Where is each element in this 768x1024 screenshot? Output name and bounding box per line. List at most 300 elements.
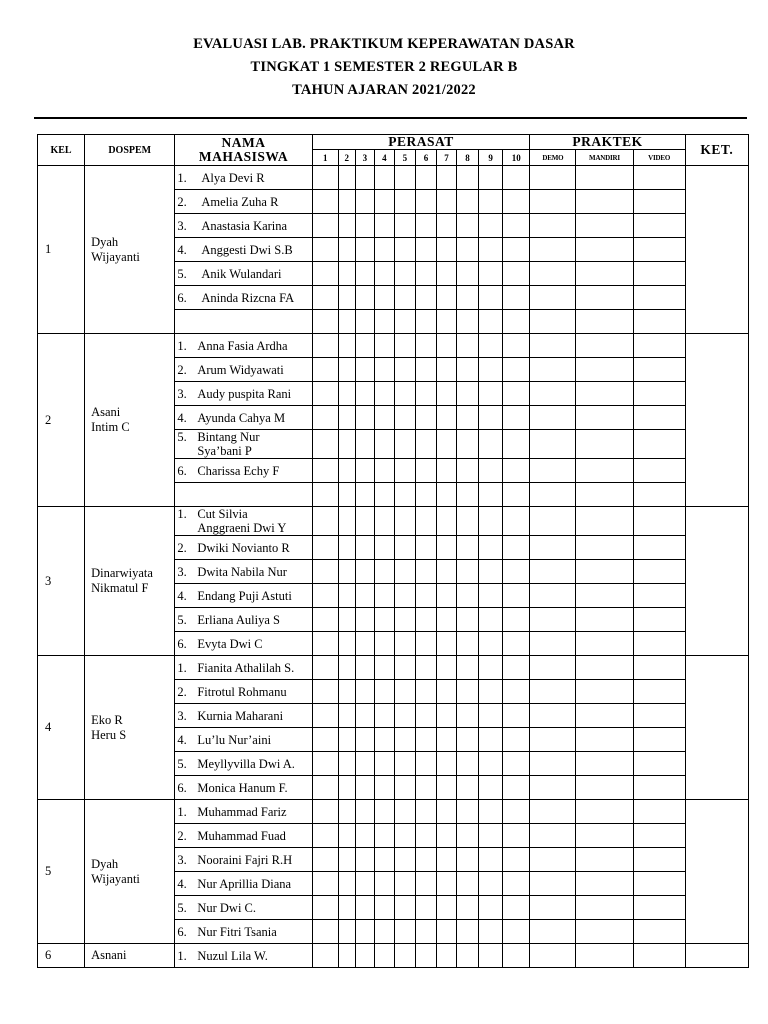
perasat-score-cell[interactable]: [338, 944, 355, 968]
perasat-score-cell[interactable]: [374, 728, 394, 752]
perasat-score-cell[interactable]: [457, 944, 479, 968]
perasat-score-cell[interactable]: [415, 382, 436, 406]
perasat-score-cell[interactable]: [415, 584, 436, 608]
perasat-score-cell[interactable]: [457, 430, 479, 459]
perasat-score-cell[interactable]: [415, 920, 436, 944]
praktek-score-cell[interactable]: [530, 656, 576, 680]
perasat-score-cell[interactable]: [355, 752, 374, 776]
praktek-score-cell[interactable]: [633, 560, 685, 584]
praktek-score-cell[interactable]: [633, 262, 685, 286]
perasat-score-cell[interactable]: [415, 214, 436, 238]
perasat-score-cell[interactable]: [355, 584, 374, 608]
praktek-score-cell[interactable]: [633, 728, 685, 752]
perasat-score-cell[interactable]: [338, 536, 355, 560]
perasat-score-cell[interactable]: [312, 728, 338, 752]
praktek-score-cell[interactable]: [576, 262, 633, 286]
perasat-score-cell[interactable]: [355, 848, 374, 872]
perasat-score-cell[interactable]: [394, 632, 415, 656]
perasat-score-cell[interactable]: [479, 166, 503, 190]
perasat-score-cell[interactable]: [312, 483, 338, 507]
perasat-score-cell[interactable]: [415, 776, 436, 800]
praktek-score-cell[interactable]: [576, 190, 633, 214]
praktek-score-cell[interactable]: [576, 704, 633, 728]
perasat-score-cell[interactable]: [503, 382, 530, 406]
perasat-score-cell[interactable]: [374, 483, 394, 507]
perasat-score-cell[interactable]: [338, 920, 355, 944]
perasat-score-cell[interactable]: [312, 608, 338, 632]
perasat-score-cell[interactable]: [312, 334, 338, 358]
perasat-score-cell[interactable]: [338, 896, 355, 920]
praktek-score-cell[interactable]: [633, 334, 685, 358]
perasat-score-cell[interactable]: [415, 310, 436, 334]
perasat-score-cell[interactable]: [479, 776, 503, 800]
perasat-score-cell[interactable]: [436, 536, 456, 560]
perasat-score-cell[interactable]: [457, 190, 479, 214]
perasat-score-cell[interactable]: [394, 680, 415, 704]
perasat-score-cell[interactable]: [394, 382, 415, 406]
praktek-score-cell[interactable]: [576, 920, 633, 944]
perasat-score-cell[interactable]: [479, 286, 503, 310]
perasat-score-cell[interactable]: [374, 214, 394, 238]
perasat-score-cell[interactable]: [436, 848, 456, 872]
perasat-score-cell[interactable]: [479, 483, 503, 507]
perasat-score-cell[interactable]: [312, 560, 338, 584]
praktek-score-cell[interactable]: [633, 776, 685, 800]
perasat-score-cell[interactable]: [338, 872, 355, 896]
praktek-score-cell[interactable]: [633, 406, 685, 430]
perasat-score-cell[interactable]: [503, 406, 530, 430]
perasat-score-cell[interactable]: [415, 166, 436, 190]
perasat-score-cell[interactable]: [436, 872, 456, 896]
perasat-score-cell[interactable]: [503, 704, 530, 728]
perasat-score-cell[interactable]: [479, 584, 503, 608]
praktek-score-cell[interactable]: [530, 944, 576, 968]
praktek-score-cell[interactable]: [633, 680, 685, 704]
perasat-score-cell[interactable]: [415, 824, 436, 848]
perasat-score-cell[interactable]: [394, 536, 415, 560]
perasat-score-cell[interactable]: [436, 752, 456, 776]
perasat-score-cell[interactable]: [374, 406, 394, 430]
perasat-score-cell[interactable]: [394, 944, 415, 968]
perasat-score-cell[interactable]: [479, 459, 503, 483]
praktek-score-cell[interactable]: [576, 824, 633, 848]
perasat-score-cell[interactable]: [503, 728, 530, 752]
perasat-score-cell[interactable]: [374, 560, 394, 584]
praktek-score-cell[interactable]: [576, 608, 633, 632]
perasat-score-cell[interactable]: [503, 896, 530, 920]
perasat-score-cell[interactable]: [436, 310, 456, 334]
perasat-score-cell[interactable]: [415, 430, 436, 459]
perasat-score-cell[interactable]: [436, 728, 456, 752]
perasat-score-cell[interactable]: [394, 608, 415, 632]
praktek-score-cell[interactable]: [576, 382, 633, 406]
perasat-score-cell[interactable]: [479, 656, 503, 680]
perasat-score-cell[interactable]: [503, 848, 530, 872]
perasat-score-cell[interactable]: [394, 776, 415, 800]
praktek-score-cell[interactable]: [576, 310, 633, 334]
perasat-score-cell[interactable]: [312, 800, 338, 824]
perasat-score-cell[interactable]: [503, 800, 530, 824]
praktek-score-cell[interactable]: [530, 920, 576, 944]
perasat-score-cell[interactable]: [355, 824, 374, 848]
perasat-score-cell[interactable]: [338, 752, 355, 776]
perasat-score-cell[interactable]: [503, 872, 530, 896]
perasat-score-cell[interactable]: [355, 310, 374, 334]
perasat-score-cell[interactable]: [394, 214, 415, 238]
perasat-score-cell[interactable]: [436, 776, 456, 800]
praktek-score-cell[interactable]: [633, 752, 685, 776]
perasat-score-cell[interactable]: [479, 896, 503, 920]
perasat-score-cell[interactable]: [374, 262, 394, 286]
praktek-score-cell[interactable]: [530, 536, 576, 560]
perasat-score-cell[interactable]: [503, 166, 530, 190]
perasat-score-cell[interactable]: [355, 656, 374, 680]
praktek-score-cell[interactable]: [530, 214, 576, 238]
perasat-score-cell[interactable]: [415, 238, 436, 262]
perasat-score-cell[interactable]: [479, 608, 503, 632]
perasat-score-cell[interactable]: [503, 608, 530, 632]
perasat-score-cell[interactable]: [355, 214, 374, 238]
perasat-score-cell[interactable]: [394, 286, 415, 310]
perasat-score-cell[interactable]: [355, 728, 374, 752]
perasat-score-cell[interactable]: [355, 680, 374, 704]
praktek-score-cell[interactable]: [530, 872, 576, 896]
ket-cell[interactable]: [685, 507, 748, 656]
perasat-score-cell[interactable]: [436, 560, 456, 584]
praktek-score-cell[interactable]: [576, 680, 633, 704]
perasat-score-cell[interactable]: [394, 238, 415, 262]
perasat-score-cell[interactable]: [479, 632, 503, 656]
perasat-score-cell[interactable]: [415, 728, 436, 752]
perasat-score-cell[interactable]: [338, 507, 355, 536]
praktek-score-cell[interactable]: [576, 459, 633, 483]
perasat-score-cell[interactable]: [312, 238, 338, 262]
perasat-score-cell[interactable]: [436, 459, 456, 483]
perasat-score-cell[interactable]: [374, 896, 394, 920]
perasat-score-cell[interactable]: [436, 944, 456, 968]
praktek-score-cell[interactable]: [633, 704, 685, 728]
perasat-score-cell[interactable]: [503, 944, 530, 968]
praktek-score-cell[interactable]: [576, 238, 633, 262]
perasat-score-cell[interactable]: [415, 459, 436, 483]
perasat-score-cell[interactable]: [436, 896, 456, 920]
perasat-score-cell[interactable]: [436, 680, 456, 704]
perasat-score-cell[interactable]: [394, 358, 415, 382]
perasat-score-cell[interactable]: [415, 632, 436, 656]
praktek-score-cell[interactable]: [530, 334, 576, 358]
perasat-score-cell[interactable]: [394, 262, 415, 286]
perasat-score-cell[interactable]: [457, 262, 479, 286]
perasat-score-cell[interactable]: [338, 584, 355, 608]
perasat-score-cell[interactable]: [374, 238, 394, 262]
perasat-score-cell[interactable]: [338, 483, 355, 507]
perasat-score-cell[interactable]: [436, 704, 456, 728]
perasat-score-cell[interactable]: [479, 752, 503, 776]
perasat-score-cell[interactable]: [312, 896, 338, 920]
ket-cell[interactable]: [685, 944, 748, 968]
perasat-score-cell[interactable]: [312, 872, 338, 896]
perasat-score-cell[interactable]: [503, 824, 530, 848]
perasat-score-cell[interactable]: [374, 584, 394, 608]
praktek-score-cell[interactable]: [633, 166, 685, 190]
perasat-score-cell[interactable]: [394, 310, 415, 334]
perasat-score-cell[interactable]: [457, 608, 479, 632]
perasat-score-cell[interactable]: [312, 166, 338, 190]
perasat-score-cell[interactable]: [457, 584, 479, 608]
praktek-score-cell[interactable]: [576, 214, 633, 238]
perasat-score-cell[interactable]: [338, 632, 355, 656]
perasat-score-cell[interactable]: [479, 310, 503, 334]
praktek-score-cell[interactable]: [576, 166, 633, 190]
perasat-score-cell[interactable]: [479, 190, 503, 214]
perasat-score-cell[interactable]: [355, 358, 374, 382]
praktek-score-cell[interactable]: [530, 406, 576, 430]
perasat-score-cell[interactable]: [503, 262, 530, 286]
perasat-score-cell[interactable]: [479, 536, 503, 560]
perasat-score-cell[interactable]: [415, 704, 436, 728]
praktek-score-cell[interactable]: [530, 166, 576, 190]
perasat-score-cell[interactable]: [415, 334, 436, 358]
perasat-score-cell[interactable]: [355, 406, 374, 430]
perasat-score-cell[interactable]: [503, 632, 530, 656]
praktek-score-cell[interactable]: [530, 286, 576, 310]
perasat-score-cell[interactable]: [457, 776, 479, 800]
perasat-score-cell[interactable]: [374, 776, 394, 800]
praktek-score-cell[interactable]: [530, 728, 576, 752]
praktek-score-cell[interactable]: [633, 848, 685, 872]
perasat-score-cell[interactable]: [338, 800, 355, 824]
perasat-score-cell[interactable]: [374, 536, 394, 560]
praktek-score-cell[interactable]: [633, 310, 685, 334]
perasat-score-cell[interactable]: [338, 358, 355, 382]
praktek-score-cell[interactable]: [633, 632, 685, 656]
praktek-score-cell[interactable]: [576, 752, 633, 776]
praktek-score-cell[interactable]: [530, 382, 576, 406]
perasat-score-cell[interactable]: [355, 483, 374, 507]
perasat-score-cell[interactable]: [457, 310, 479, 334]
perasat-score-cell[interactable]: [374, 824, 394, 848]
perasat-score-cell[interactable]: [415, 262, 436, 286]
perasat-score-cell[interactable]: [457, 872, 479, 896]
praktek-score-cell[interactable]: [576, 536, 633, 560]
perasat-score-cell[interactable]: [436, 824, 456, 848]
perasat-score-cell[interactable]: [355, 776, 374, 800]
perasat-score-cell[interactable]: [503, 680, 530, 704]
perasat-score-cell[interactable]: [415, 406, 436, 430]
ket-cell[interactable]: [685, 166, 748, 334]
perasat-score-cell[interactable]: [415, 872, 436, 896]
praktek-score-cell[interactable]: [576, 584, 633, 608]
praktek-score-cell[interactable]: [633, 214, 685, 238]
perasat-score-cell[interactable]: [394, 507, 415, 536]
praktek-score-cell[interactable]: [530, 608, 576, 632]
perasat-score-cell[interactable]: [436, 608, 456, 632]
perasat-score-cell[interactable]: [457, 382, 479, 406]
perasat-score-cell[interactable]: [394, 920, 415, 944]
praktek-score-cell[interactable]: [530, 632, 576, 656]
perasat-score-cell[interactable]: [355, 632, 374, 656]
perasat-score-cell[interactable]: [503, 752, 530, 776]
perasat-score-cell[interactable]: [479, 214, 503, 238]
perasat-score-cell[interactable]: [394, 704, 415, 728]
praktek-score-cell[interactable]: [530, 507, 576, 536]
praktek-score-cell[interactable]: [576, 944, 633, 968]
perasat-score-cell[interactable]: [415, 560, 436, 584]
praktek-score-cell[interactable]: [530, 483, 576, 507]
perasat-score-cell[interactable]: [479, 430, 503, 459]
perasat-score-cell[interactable]: [394, 430, 415, 459]
praktek-score-cell[interactable]: [633, 800, 685, 824]
perasat-score-cell[interactable]: [436, 286, 456, 310]
perasat-score-cell[interactable]: [394, 824, 415, 848]
perasat-score-cell[interactable]: [479, 944, 503, 968]
perasat-score-cell[interactable]: [394, 459, 415, 483]
perasat-score-cell[interactable]: [503, 483, 530, 507]
perasat-score-cell[interactable]: [436, 406, 456, 430]
perasat-score-cell[interactable]: [374, 430, 394, 459]
perasat-score-cell[interactable]: [374, 800, 394, 824]
praktek-score-cell[interactable]: [530, 560, 576, 584]
perasat-score-cell[interactable]: [503, 507, 530, 536]
perasat-score-cell[interactable]: [394, 656, 415, 680]
praktek-score-cell[interactable]: [530, 358, 576, 382]
perasat-score-cell[interactable]: [415, 656, 436, 680]
perasat-score-cell[interactable]: [479, 848, 503, 872]
praktek-score-cell[interactable]: [633, 430, 685, 459]
perasat-score-cell[interactable]: [436, 430, 456, 459]
perasat-score-cell[interactable]: [457, 286, 479, 310]
perasat-score-cell[interactable]: [355, 872, 374, 896]
perasat-score-cell[interactable]: [355, 238, 374, 262]
perasat-score-cell[interactable]: [457, 896, 479, 920]
perasat-score-cell[interactable]: [312, 824, 338, 848]
praktek-score-cell[interactable]: [633, 584, 685, 608]
praktek-score-cell[interactable]: [530, 848, 576, 872]
praktek-score-cell[interactable]: [530, 800, 576, 824]
perasat-score-cell[interactable]: [479, 704, 503, 728]
praktek-score-cell[interactable]: [633, 483, 685, 507]
perasat-score-cell[interactable]: [457, 238, 479, 262]
perasat-score-cell[interactable]: [457, 800, 479, 824]
perasat-score-cell[interactable]: [355, 430, 374, 459]
praktek-score-cell[interactable]: [633, 824, 685, 848]
perasat-score-cell[interactable]: [436, 584, 456, 608]
perasat-score-cell[interactable]: [415, 536, 436, 560]
perasat-score-cell[interactable]: [457, 632, 479, 656]
perasat-score-cell[interactable]: [479, 920, 503, 944]
perasat-score-cell[interactable]: [355, 382, 374, 406]
praktek-score-cell[interactable]: [530, 238, 576, 262]
perasat-score-cell[interactable]: [457, 560, 479, 584]
perasat-score-cell[interactable]: [479, 800, 503, 824]
perasat-score-cell[interactable]: [415, 608, 436, 632]
perasat-score-cell[interactable]: [415, 848, 436, 872]
praktek-score-cell[interactable]: [576, 800, 633, 824]
perasat-score-cell[interactable]: [312, 507, 338, 536]
perasat-score-cell[interactable]: [312, 920, 338, 944]
perasat-score-cell[interactable]: [394, 896, 415, 920]
praktek-score-cell[interactable]: [530, 704, 576, 728]
perasat-score-cell[interactable]: [355, 608, 374, 632]
perasat-score-cell[interactable]: [355, 920, 374, 944]
perasat-score-cell[interactable]: [312, 536, 338, 560]
perasat-score-cell[interactable]: [503, 536, 530, 560]
perasat-score-cell[interactable]: [457, 166, 479, 190]
perasat-score-cell[interactable]: [312, 848, 338, 872]
perasat-score-cell[interactable]: [479, 262, 503, 286]
perasat-score-cell[interactable]: [374, 608, 394, 632]
perasat-score-cell[interactable]: [338, 190, 355, 214]
perasat-score-cell[interactable]: [479, 238, 503, 262]
perasat-score-cell[interactable]: [338, 848, 355, 872]
perasat-score-cell[interactable]: [312, 406, 338, 430]
praktek-score-cell[interactable]: [633, 190, 685, 214]
perasat-score-cell[interactable]: [479, 334, 503, 358]
perasat-score-cell[interactable]: [457, 459, 479, 483]
perasat-score-cell[interactable]: [503, 584, 530, 608]
praktek-score-cell[interactable]: [576, 430, 633, 459]
perasat-score-cell[interactable]: [503, 190, 530, 214]
perasat-score-cell[interactable]: [338, 310, 355, 334]
perasat-score-cell[interactable]: [374, 920, 394, 944]
praktek-score-cell[interactable]: [633, 286, 685, 310]
perasat-score-cell[interactable]: [338, 776, 355, 800]
perasat-score-cell[interactable]: [374, 680, 394, 704]
perasat-score-cell[interactable]: [338, 334, 355, 358]
perasat-score-cell[interactable]: [355, 286, 374, 310]
praktek-score-cell[interactable]: [576, 560, 633, 584]
perasat-score-cell[interactable]: [503, 776, 530, 800]
perasat-score-cell[interactable]: [457, 358, 479, 382]
perasat-score-cell[interactable]: [338, 214, 355, 238]
perasat-score-cell[interactable]: [338, 704, 355, 728]
perasat-score-cell[interactable]: [503, 310, 530, 334]
perasat-score-cell[interactable]: [312, 944, 338, 968]
praktek-score-cell[interactable]: [576, 483, 633, 507]
perasat-score-cell[interactable]: [312, 776, 338, 800]
perasat-score-cell[interactable]: [415, 680, 436, 704]
perasat-score-cell[interactable]: [374, 166, 394, 190]
perasat-score-cell[interactable]: [312, 382, 338, 406]
perasat-score-cell[interactable]: [503, 920, 530, 944]
perasat-score-cell[interactable]: [338, 656, 355, 680]
perasat-score-cell[interactable]: [479, 358, 503, 382]
perasat-score-cell[interactable]: [312, 214, 338, 238]
perasat-score-cell[interactable]: [312, 310, 338, 334]
perasat-score-cell[interactable]: [374, 656, 394, 680]
perasat-score-cell[interactable]: [374, 752, 394, 776]
perasat-score-cell[interactable]: [503, 286, 530, 310]
perasat-score-cell[interactable]: [394, 166, 415, 190]
praktek-score-cell[interactable]: [530, 776, 576, 800]
perasat-score-cell[interactable]: [457, 507, 479, 536]
perasat-score-cell[interactable]: [355, 536, 374, 560]
perasat-score-cell[interactable]: [338, 728, 355, 752]
perasat-score-cell[interactable]: [436, 238, 456, 262]
perasat-score-cell[interactable]: [457, 752, 479, 776]
praktek-score-cell[interactable]: [633, 944, 685, 968]
perasat-score-cell[interactable]: [312, 262, 338, 286]
perasat-score-cell[interactable]: [355, 896, 374, 920]
perasat-score-cell[interactable]: [374, 632, 394, 656]
perasat-score-cell[interactable]: [374, 872, 394, 896]
praktek-score-cell[interactable]: [576, 286, 633, 310]
praktek-score-cell[interactable]: [530, 190, 576, 214]
perasat-score-cell[interactable]: [436, 214, 456, 238]
perasat-score-cell[interactable]: [338, 286, 355, 310]
perasat-score-cell[interactable]: [338, 430, 355, 459]
praktek-score-cell[interactable]: [633, 382, 685, 406]
